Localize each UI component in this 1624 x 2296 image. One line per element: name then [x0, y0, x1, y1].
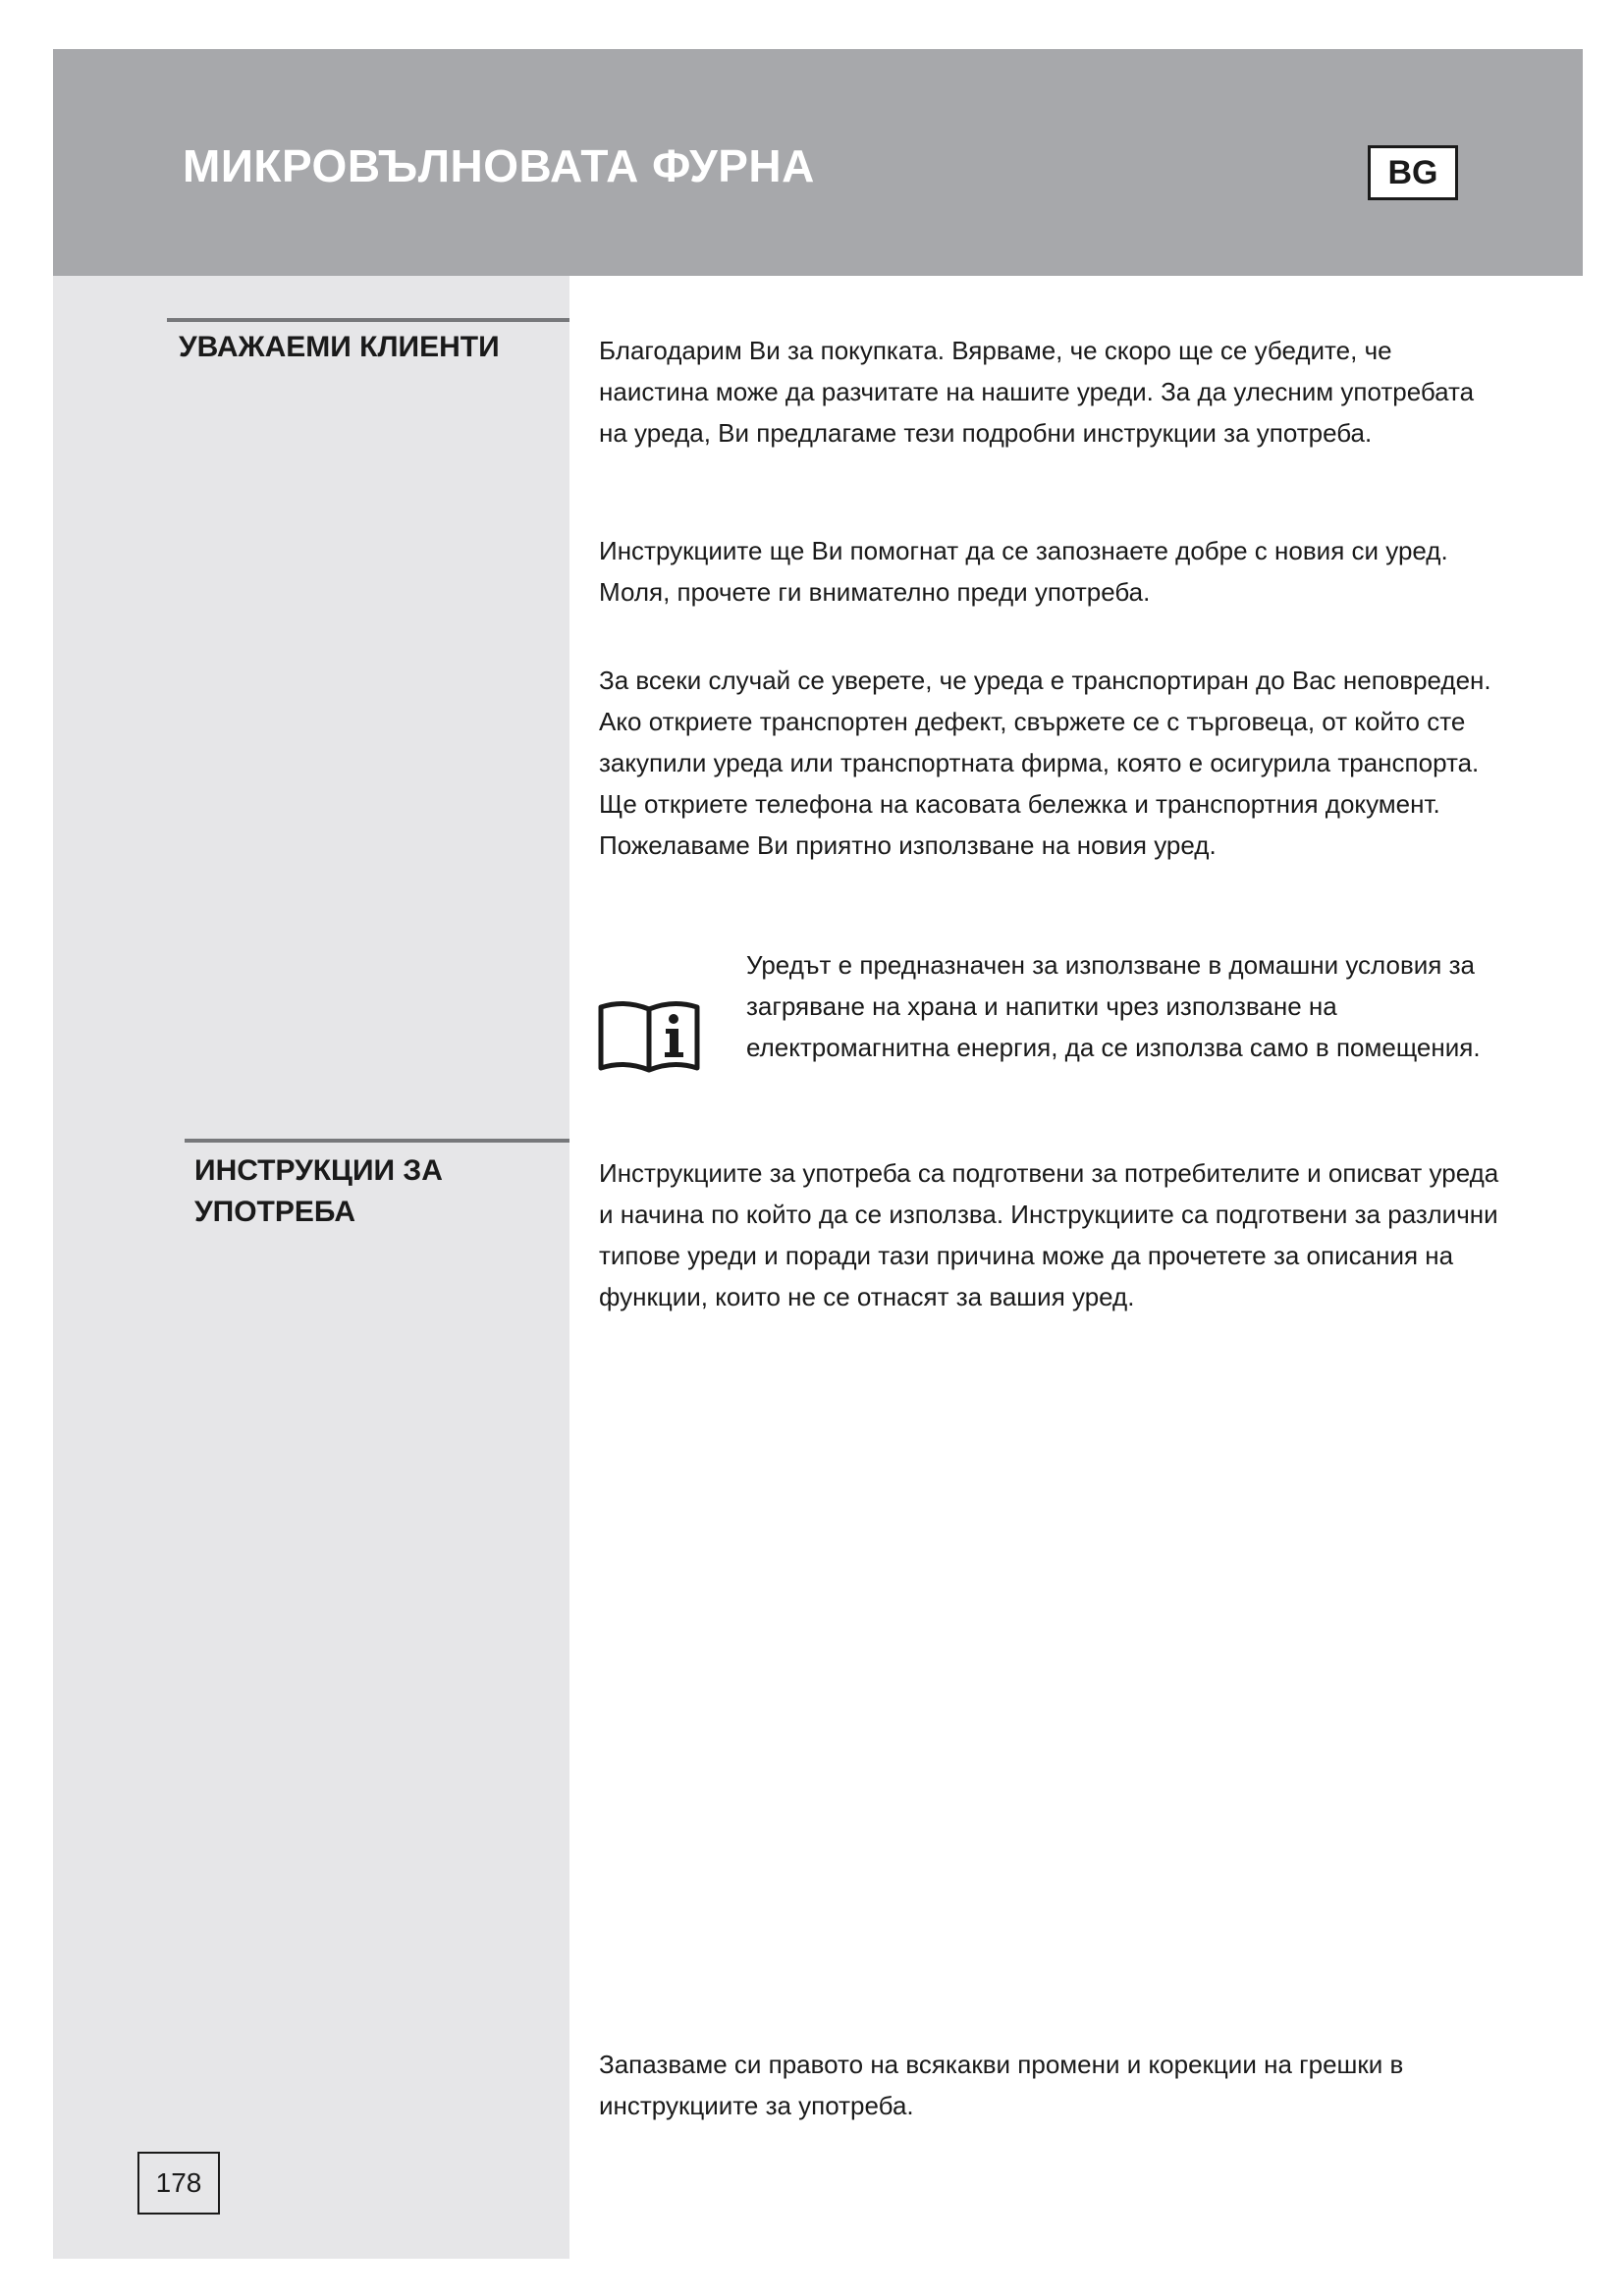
paragraph-thanks: Благодарим Ви за покупката. Вярваме, че скоро ще се убедите, че наистина може да разчитате на нашите уреди. За да улесним употребата на уреда, Ви предлагаме тези подробни инструкции за употреба.	[599, 336, 1475, 448]
section-heading-customers: УВАЖАЕМИ КЛИЕНТИ	[179, 331, 500, 363]
manual-info-icon	[597, 993, 701, 1076]
manual-page	[53, 49, 1583, 2259]
note-intended-use: Уредът е предназначен за използване в домашни условия за загряване на храна и напитки чрез използване на електромагнитна енергия, да се използва само в помещения.	[746, 950, 1481, 1062]
page-number: 178	[137, 2152, 220, 2215]
paragraph-instructions-info: Инструкциите за употреба са подготвени за потребителите и описват уреда и начина по който да се използва. Инструкциите са подготвени за различни типове уреди и поради тази причина може да прочетете за описания на функции, които не се отнасят за вашия уред.	[599, 1158, 1499, 1311]
paragraph-instructions-help: Инструкциите ще Ви помогнат да се запознаете добре с новия си уред. Моля, прочете ги внимателно преди употреба.	[599, 536, 1448, 607]
section-rule-instructions	[185, 1139, 569, 1143]
section-heading-instructions-line2: УПОТРЕБА	[194, 1196, 355, 1228]
left-sidebar	[53, 276, 569, 2259]
footer-note: Запазваме си правото на всякакви промени и корекции на грешки в инструкциите за употреба.	[599, 2050, 1404, 2120]
page-header	[53, 49, 1583, 276]
section-rule-customers	[167, 318, 569, 322]
page-title: МИКРОВЪЛНОВАТА ФУРНА	[183, 140, 815, 191]
language-badge: BG	[1368, 145, 1458, 200]
paragraph-transport: За всеки случай се уверете, че уреда е транспортиран до Вас неповреден. Ако откриете транспортен дефект, свържете се с търговеца, от който сте закупили уреда или транспортната фирма, която е осигурила транспорта. Ще откриете телефона на касовата бележка и транспортния документ. Пожелаваме Ви приятно използване на новия уред.	[599, 666, 1491, 860]
section-heading-instructions-line1: ИНСТРУКЦИИ ЗА	[194, 1154, 443, 1187]
